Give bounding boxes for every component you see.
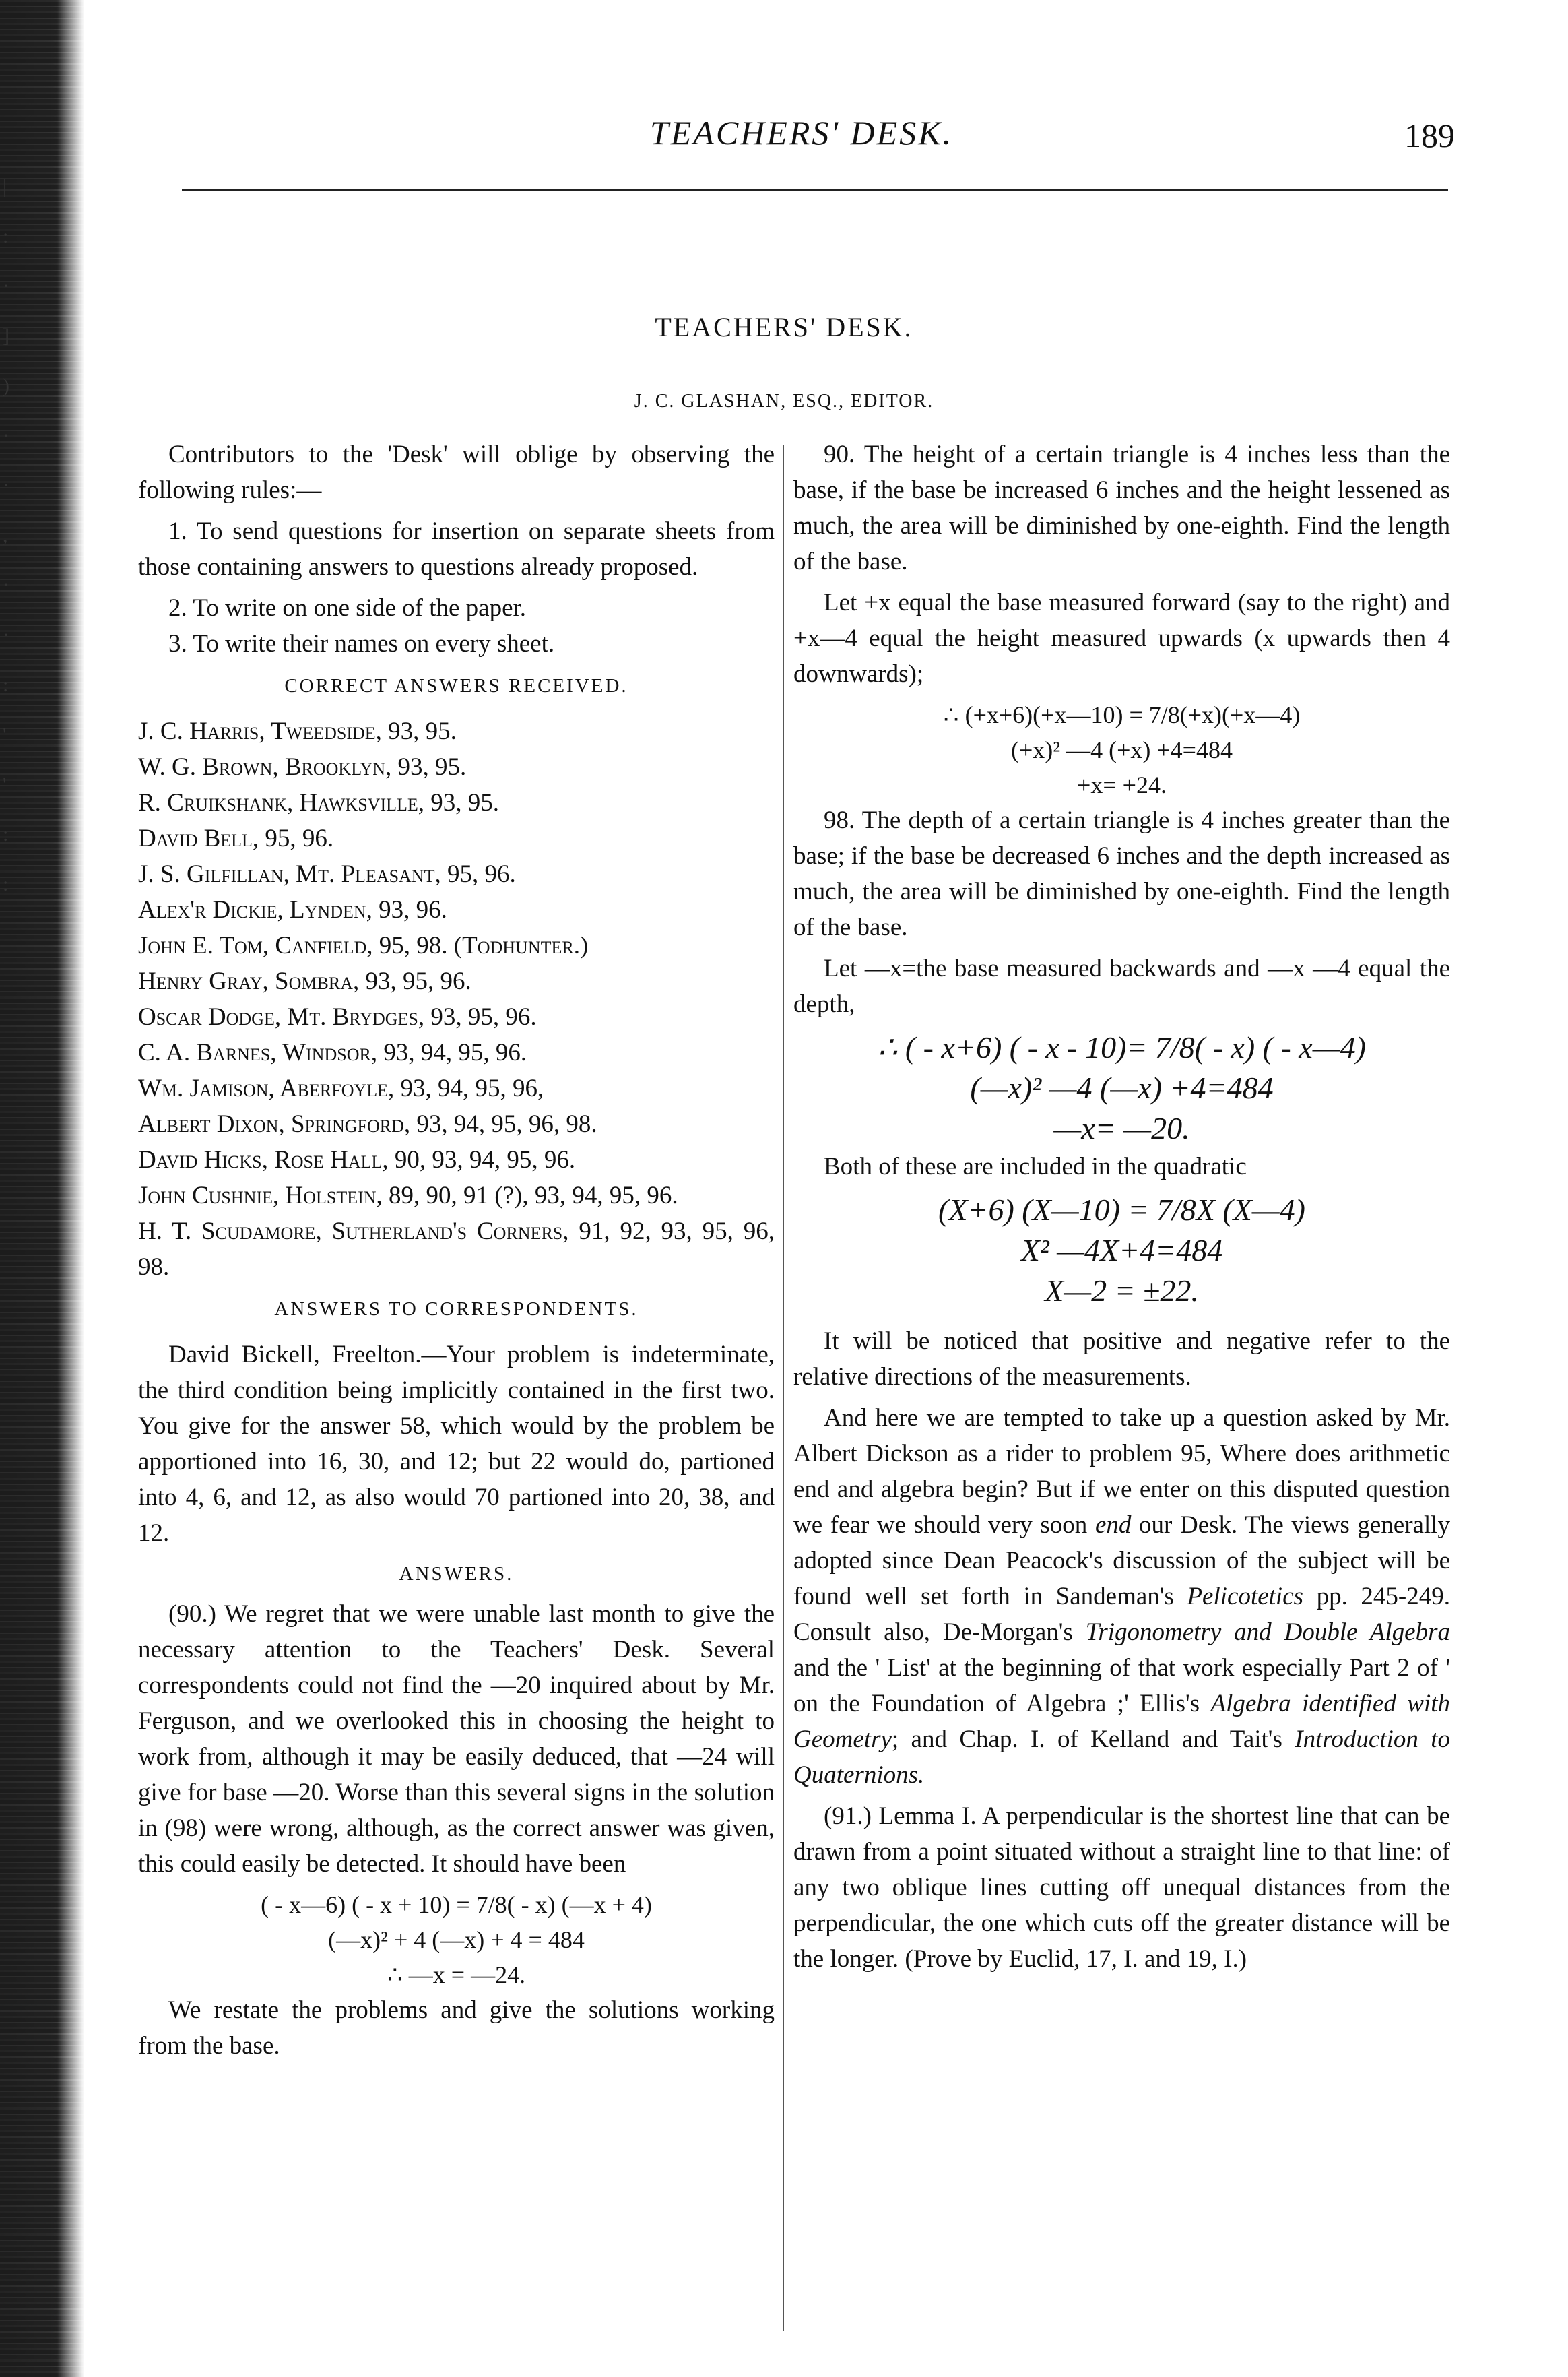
correct-answers-heading: CORRECT ANSWERS RECEIVED. (284, 675, 628, 697)
note-text: ; and Chap. I. of Kelland and Tait's (891, 1725, 1295, 1753)
list-item: John Cushnie, Holstein, 89, 90, 91 (?), 93, 94, 95, 96. (138, 1182, 678, 1209)
equation-line: +x= +24. (1077, 771, 1167, 798)
book-title: Trigonometry and Double Algebra (1085, 1618, 1450, 1646)
problem-90-statement: 90. The height of a certain triangle is 4 inches less than the base, if the base be increased 6 inches and the height lessened as much, the area will be diminished by one-eighth. Find the length of the base. (793, 441, 1450, 575)
note-emph-end: end (1095, 1511, 1132, 1539)
equation-line: ∴ ( - x+6) ( - x - 10)= 7/8( - x) ( - x—4) (878, 1030, 1366, 1065)
equation-line: X² —4X+4=484 (1020, 1233, 1223, 1267)
book-title: Introduction to Quaternions. (793, 1725, 1451, 1789)
note-positive-negative: It will be noticed that positive and negative refer to the relative directions of the measurements. (793, 1327, 1450, 1391)
quadratic-intro: Both of these are included in the quadratic (824, 1153, 1247, 1180)
list-item: David Hicks, Rose Hall, 90, 93, 94, 95, 96. (138, 1146, 576, 1174)
list-item: David Bell, 95, 96. (138, 825, 334, 852)
running-head-title: TEACHERS' DESK. (649, 114, 954, 152)
list-item: W. G. Brown, Brooklyn, 93, 95. (138, 753, 467, 781)
problem-90-solution: Let +x equal the base measured forward (say to the right) and +x—4 equal the height measured upwards (x upwards then 4 downwards); (793, 589, 1450, 688)
correspondent-reply: David Bickell, Freelton.—Your problem is indeterminate, the third condition being implicitly contained in the first two. You give for the answer 58, which would by the problem be apportioned into 16, 30, and 12; but 22 would do, partioned into 4, 6, and 12, as also would 70 partioned into 20, 38, and 12. (138, 1341, 775, 1547)
list-item: Alex'r Dickie, Lynden, 93, 96. (138, 896, 447, 924)
equation-line: ∴ (+x+6)(+x—10) = 7/8(+x)(+x—4) (943, 701, 1301, 728)
editor-line: J. C. GLASHAN, ESQ., EDITOR. (634, 391, 934, 412)
rule-item: 3. To write their names on every sheet. (168, 630, 555, 658)
correspondents-heading: ANSWERS TO CORRESPONDENTS. (274, 1298, 639, 1320)
left-column (138, 437, 775, 2069)
correct-answers-list (138, 714, 775, 1285)
note-text: pp. 245-249. Consult also, De-Morgan's (793, 1583, 1450, 1646)
book-title: Algebra identified with Geometry (793, 1690, 1451, 1753)
equation-line: ( - x—6) ( - x + 10) = 7/8( - x) (—x + 4) (261, 1891, 652, 1918)
answer-90-text: (90.) We regret that we were unable last month to give the necessary attention to the Teachers' Desk. Several correspondents could not find the —20 inquired about by Mr. Ferguson, and we overlooked this in choosing the height to work from, although it may be easily deduced, that —24 will give for base —20. Worse than this several signs in the solution in (98) were wrong, although, as the correct answer was given, this could easily be detected. It should have been (138, 1600, 775, 1878)
list-item: R. Cruikshank, Hawksville, 93, 95. (138, 789, 499, 817)
running-head (108, 113, 1495, 160)
book-title: Pelicotetics (1187, 1583, 1304, 1610)
list-item: C. A. Barnes, Windsor, 93, 94, 95, 96. (138, 1039, 527, 1067)
list-item: H. T. Scudamore, Sutherland's Corners, 91, 92, 93, 95, 96, 98. (138, 1217, 775, 1281)
section-title: TEACHERS' DESK. (655, 312, 913, 342)
list-item: Albert Dixon, Springford, 93, 94, 95, 96, 98. (138, 1110, 597, 1138)
equation-line: (+x)² —4 (+x) +4=484 (1011, 736, 1233, 763)
note-text: And here we are tempted to take up a question asked by Mr. Albert Dickson as a rider to problem 95, Where does arithmetic end and algebra begin? But if we enter on this disputed question we fear we should very soon (793, 1404, 1450, 1539)
list-item: Oscar Dodge, Mt. Brydges, 93, 95, 96. (138, 1003, 537, 1031)
problem-98-solution: Let —x=the base measured backwards and —x —4 equal the depth, (793, 955, 1450, 1018)
equation-line: ∴ —x = —24. (387, 1961, 526, 1988)
list-item: Wm. Jamison, Aberfoyle, 93, 94, 95, 96, (138, 1075, 544, 1102)
header-rule (182, 189, 1448, 191)
list-item: J. C. Harris, Tweedside, 93, 95. (138, 718, 457, 745)
restate-text: We restate the problems and give the solutions working from the base. (138, 1996, 775, 2060)
list-item: J. S. Gilfillan, Mt. Pleasant, 95, 96. (138, 860, 516, 888)
rules-intro: Contributors to the 'Desk' will oblige by observing the following rules:— (138, 441, 775, 504)
margin-marks: | : · ] ) · · , · · : ' ' : : (3, 175, 9, 895)
rule-item: 1. To send questions for insertion on separate sheets from those containing answers to questions already proposed. (138, 517, 775, 581)
equation-line: (—x)² —4 (—x) +4=484 (970, 1071, 1274, 1105)
list-item: Henry Gray, Sombra, 93, 95, 96. (138, 968, 471, 995)
column-divider (783, 445, 784, 2331)
page-number: 189 (1404, 117, 1455, 154)
right-column (793, 437, 1450, 1982)
note-text: and the ' List' at the beginning of that work especially Part 2 of ' on the Foundation of Algebra ;' Ellis's (793, 1654, 1450, 1717)
lemma-91: (91.) Lemma I. A perpendicular is the shortest line that can be drawn from a point situated without a straight line to that line: of any two oblique lines cutting off unequal distances from the perpendicular, the one which cuts off the greater distance will be the longer. (Prove by Euclid, 17, I. and 19, I.) (793, 1802, 1450, 1973)
list-item: John E. Tom, Canfield, 95, 98. (Todhunter.) (138, 932, 589, 959)
equation-line: (X+6) (X—10) = 7/8X (X—4) (938, 1193, 1305, 1227)
equation-line: —x= —20. (1053, 1111, 1190, 1145)
answers-heading: ANSWERS. (399, 1563, 514, 1585)
equation-line: X—2 = ±22. (1045, 1273, 1199, 1308)
note-text: our Desk. The views generally adopted since Dean Peacock's discussion of the subject will be found well set forth in Sandeman's (793, 1511, 1451, 1610)
equation-line: (—x)² + 4 (—x) + 4 = 484 (328, 1926, 585, 1953)
problem-98-statement: 98. The depth of a certain triangle is 4 inches greater than the base; if the base be decreased 6 inches and the depth increased as much, the area will be diminished by one-eighth. Find the length of the base. (793, 806, 1450, 941)
note-arithmetic-algebra (793, 1400, 1450, 1793)
rule-item: 2. To write on one side of the paper. (168, 594, 527, 622)
